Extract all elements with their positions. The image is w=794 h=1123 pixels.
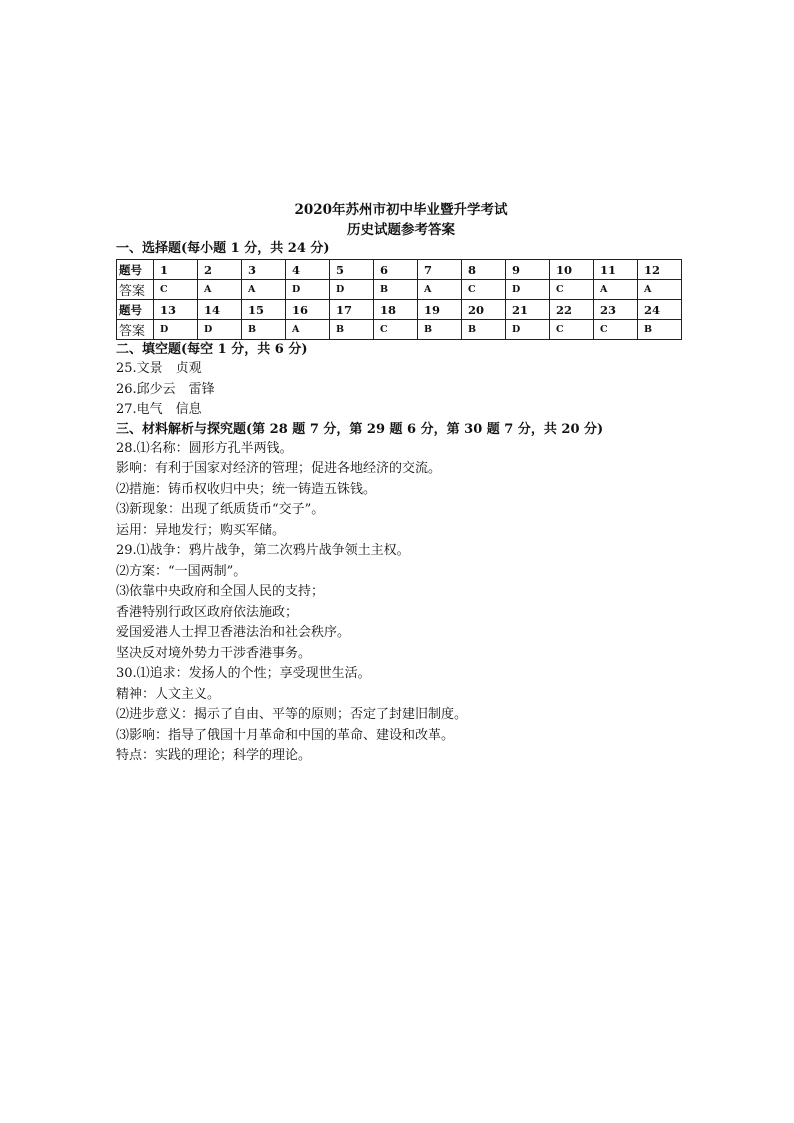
question-number-row [117,300,682,320]
answer-cell: B [374,280,418,300]
question-number-cell: 17 [330,300,374,320]
answer-line: 精神：人文主义。 [116,686,221,702]
answer-cell: B [242,320,286,340]
answer-line: 坚决反对境外势力干涉香港事务。 [116,645,312,661]
question-number-cell: 18 [374,300,418,320]
answer-cell: D [198,320,242,340]
answer-line: 30.⑴追求：发扬人的个性；享受现世生活。 [116,666,371,681]
section-3-body [116,439,686,767]
answer-line: ⑶依靠中央政府和全国人民的支持； [116,584,325,599]
answer-cell: D [286,280,330,300]
row-label-answer: 答案 [117,280,154,300]
question-number-cell: 6 [374,260,418,280]
answer-cell: A [198,280,242,300]
question-number-cell: 21 [506,300,550,320]
document-subtitle: 历史试题参考答案 [347,222,455,238]
answer-line-25: 25.文景 贞观 [116,361,202,376]
answer-row [117,320,682,340]
answer-line: 香港特别行政区政府依法施政； [116,604,299,620]
answer-cell: B [330,320,374,340]
answer-line: 28.⑴名称：圆形方孔半两钱。 [116,440,293,456]
answer-cell: C [154,280,198,300]
answer-cell: A [242,280,286,300]
row-label-number: 题号 [117,300,154,320]
document-title: 2020年苏州市初中毕业暨升学考试 [294,202,508,218]
answer-cell: C [550,280,594,300]
answer-cell: C [374,320,418,340]
row-label-answer: 答案 [117,320,154,340]
question-number-cell: 20 [462,300,506,320]
question-number-cell: 7 [418,260,462,280]
question-number-cell: 11 [594,260,638,280]
row-label-number: 题号 [117,260,154,280]
answer-cell: B [638,320,682,340]
question-number-cell: 19 [418,300,462,320]
question-number-cell: 1 [154,260,198,280]
answer-line-27: 27.电气 信息 [116,402,202,417]
question-number-cell: 13 [154,300,198,320]
question-number-cell: 4 [286,260,330,280]
answer-line: 运用：异地发行；购买军储。 [116,522,286,538]
section-2-body [116,359,686,421]
answer-cell: A [638,280,682,300]
answer-cell: D [506,320,550,340]
answer-cell: A [594,280,638,300]
answer-cell: A [418,280,462,300]
question-number-cell: 5 [330,260,374,280]
question-number-cell: 8 [462,260,506,280]
answer-line: ⑶影响：指导了俄国十月革命和中国的革命、建设和改革。 [116,727,455,743]
question-number-row [117,260,682,280]
section-2-heading: 二、填空题(每空 1 分，共 6 分) [116,342,308,357]
question-number-cell: 16 [286,300,330,320]
answer-line: ⑵方案：“一国两制”。 [116,563,247,579]
answer-table [116,259,682,340]
question-number-cell: 14 [198,300,242,320]
answer-document [116,200,686,767]
section-1-heading: 一、选择题(每小题 1 分，共 24 分) [116,241,330,256]
answer-cell: D [506,280,550,300]
answer-cell: D [330,280,374,300]
answer-line: ⑶新现象：出现了纸质货币“交子”。 [116,502,325,517]
answer-line-26: 26.邱少云 雷锋 [116,381,215,397]
question-number-cell: 12 [638,260,682,280]
question-number-cell: 23 [594,300,638,320]
answer-cell: B [418,320,462,340]
answer-cell: C [462,280,506,300]
answer-line: 特点：实践的理论；科学的理论。 [116,748,312,763]
answer-cell: C [550,320,594,340]
answer-line: ⑵措施：铸币权收归中央；统一铸造五铢钱。 [116,481,377,497]
question-number-cell: 9 [506,260,550,280]
answer-line: 29.⑴战争：鸦片战争，第二次鸦片战争领土主权。 [116,543,410,558]
answer-cell: D [154,320,198,340]
answer-cell: C [594,320,638,340]
question-number-cell: 22 [550,300,594,320]
question-number-cell: 24 [638,300,682,320]
question-number-cell: 3 [242,260,286,280]
answer-cell: B [462,320,506,340]
section-3-heading: 三、材料解析与探究题(第 28 题 7 分，第 29 题 6 分，第 30 题 7 分，共 20 分) [116,421,604,437]
question-number-cell: 10 [550,260,594,280]
answer-cell: A [286,320,330,340]
answer-line: 影响：有利于国家对经济的管理；促进各地经济的交流。 [116,461,442,476]
answer-line: 爱国爱港人士捍卫香港法治和社会秩序。 [116,625,351,640]
answer-row [117,280,682,300]
question-number-cell: 2 [198,260,242,280]
question-number-cell: 15 [242,300,286,320]
answer-line: ⑵进步意义：揭示了自由、平等的原则；否定了封建旧制度。 [116,707,468,722]
